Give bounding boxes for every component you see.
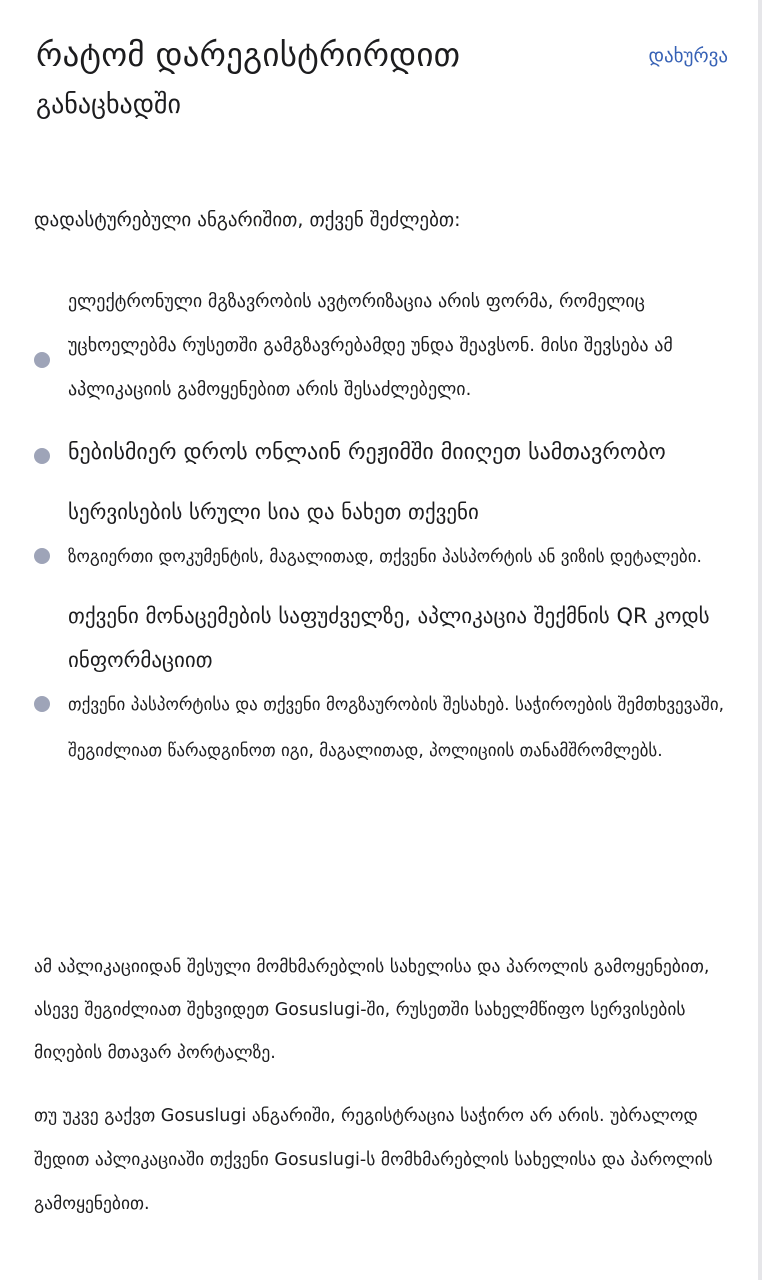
bullet-icon: [34, 548, 50, 564]
feature-list: [34, 280, 734, 774]
list-item: [34, 430, 734, 476]
page-title: რატომ დარეგისტრირდით: [36, 35, 461, 74]
feature-text: ელექტრონული მგზავრობის ავტორიზაცია არის ფორმა, რომელიც უცხოელებმა რუსეთში გამგზავრებამდე უნდა შეავსონ. მისი შევსება ამ აპლიკაციის გამოყენებით არის შესაძლებელი.: [68, 291, 673, 400]
gosuslugi-login-paragraph: ამ აპლიკაციიდან შესული მომხმარებლის სახელისა და პაროლის გამოყენებით, ასევე შეგიძლიათ შეხვიდეთ Gosuslugi-ში, რუსეთში სახელმწიფო სერვისების მიღების მთავარ პორტალზე.: [34, 957, 710, 1063]
list-item: [34, 490, 734, 580]
bullet-icon: [34, 696, 50, 712]
feature-lead: სერვისების სრული სია და ნახეთ თქვენი: [68, 500, 479, 524]
close-button[interactable]: დახურვა: [648, 45, 728, 67]
feature-text: თქვენი პასპორტისა და თქვენი მოგზაურობის შესახებ. საჭიროების შემთხვევაში, შეგიძლიათ წარადგინოთ იგი, მაგალითად, პოლიციის თანამშრომლებს.: [68, 695, 725, 761]
feature-text: ნებისმიერ დროს ონლაინ რეჟიმში მიიღეთ სამთავრობო: [68, 440, 666, 465]
existing-account-paragraph: თუ უკვე გაქვთ Gosuslugi ანგარიში, რეგისტრაცია საჭირო არ არის. უბრალოდ შედით აპლიკაციაში თქვენი Gosuslugi-ს მომხმარებლის სახელისა და პაროლის გამოყენებით.: [34, 1106, 713, 1214]
list-item: [34, 594, 734, 774]
scroll-edge: [758, 0, 762, 1280]
feature-lead: თქვენი მონაცემების საფუძველზე, აპლიკაცია შექმნის QR კოდს ინფორმაციით: [68, 604, 710, 672]
bullet-icon: [34, 448, 50, 464]
dialog-header: [36, 30, 596, 124]
list-item: [34, 280, 734, 412]
intro-text: დადასტურებული ანგარიშით, თქვენ შეძლებთ:: [34, 209, 461, 231]
page-subtitle: განაცხადში: [36, 90, 181, 120]
bullet-icon: [34, 352, 50, 368]
feature-text: ზოგიერთი დოკუმენტის, მაგალითად, თქვენი პასპორტის ან ვიზის დეტალები.: [68, 547, 702, 567]
